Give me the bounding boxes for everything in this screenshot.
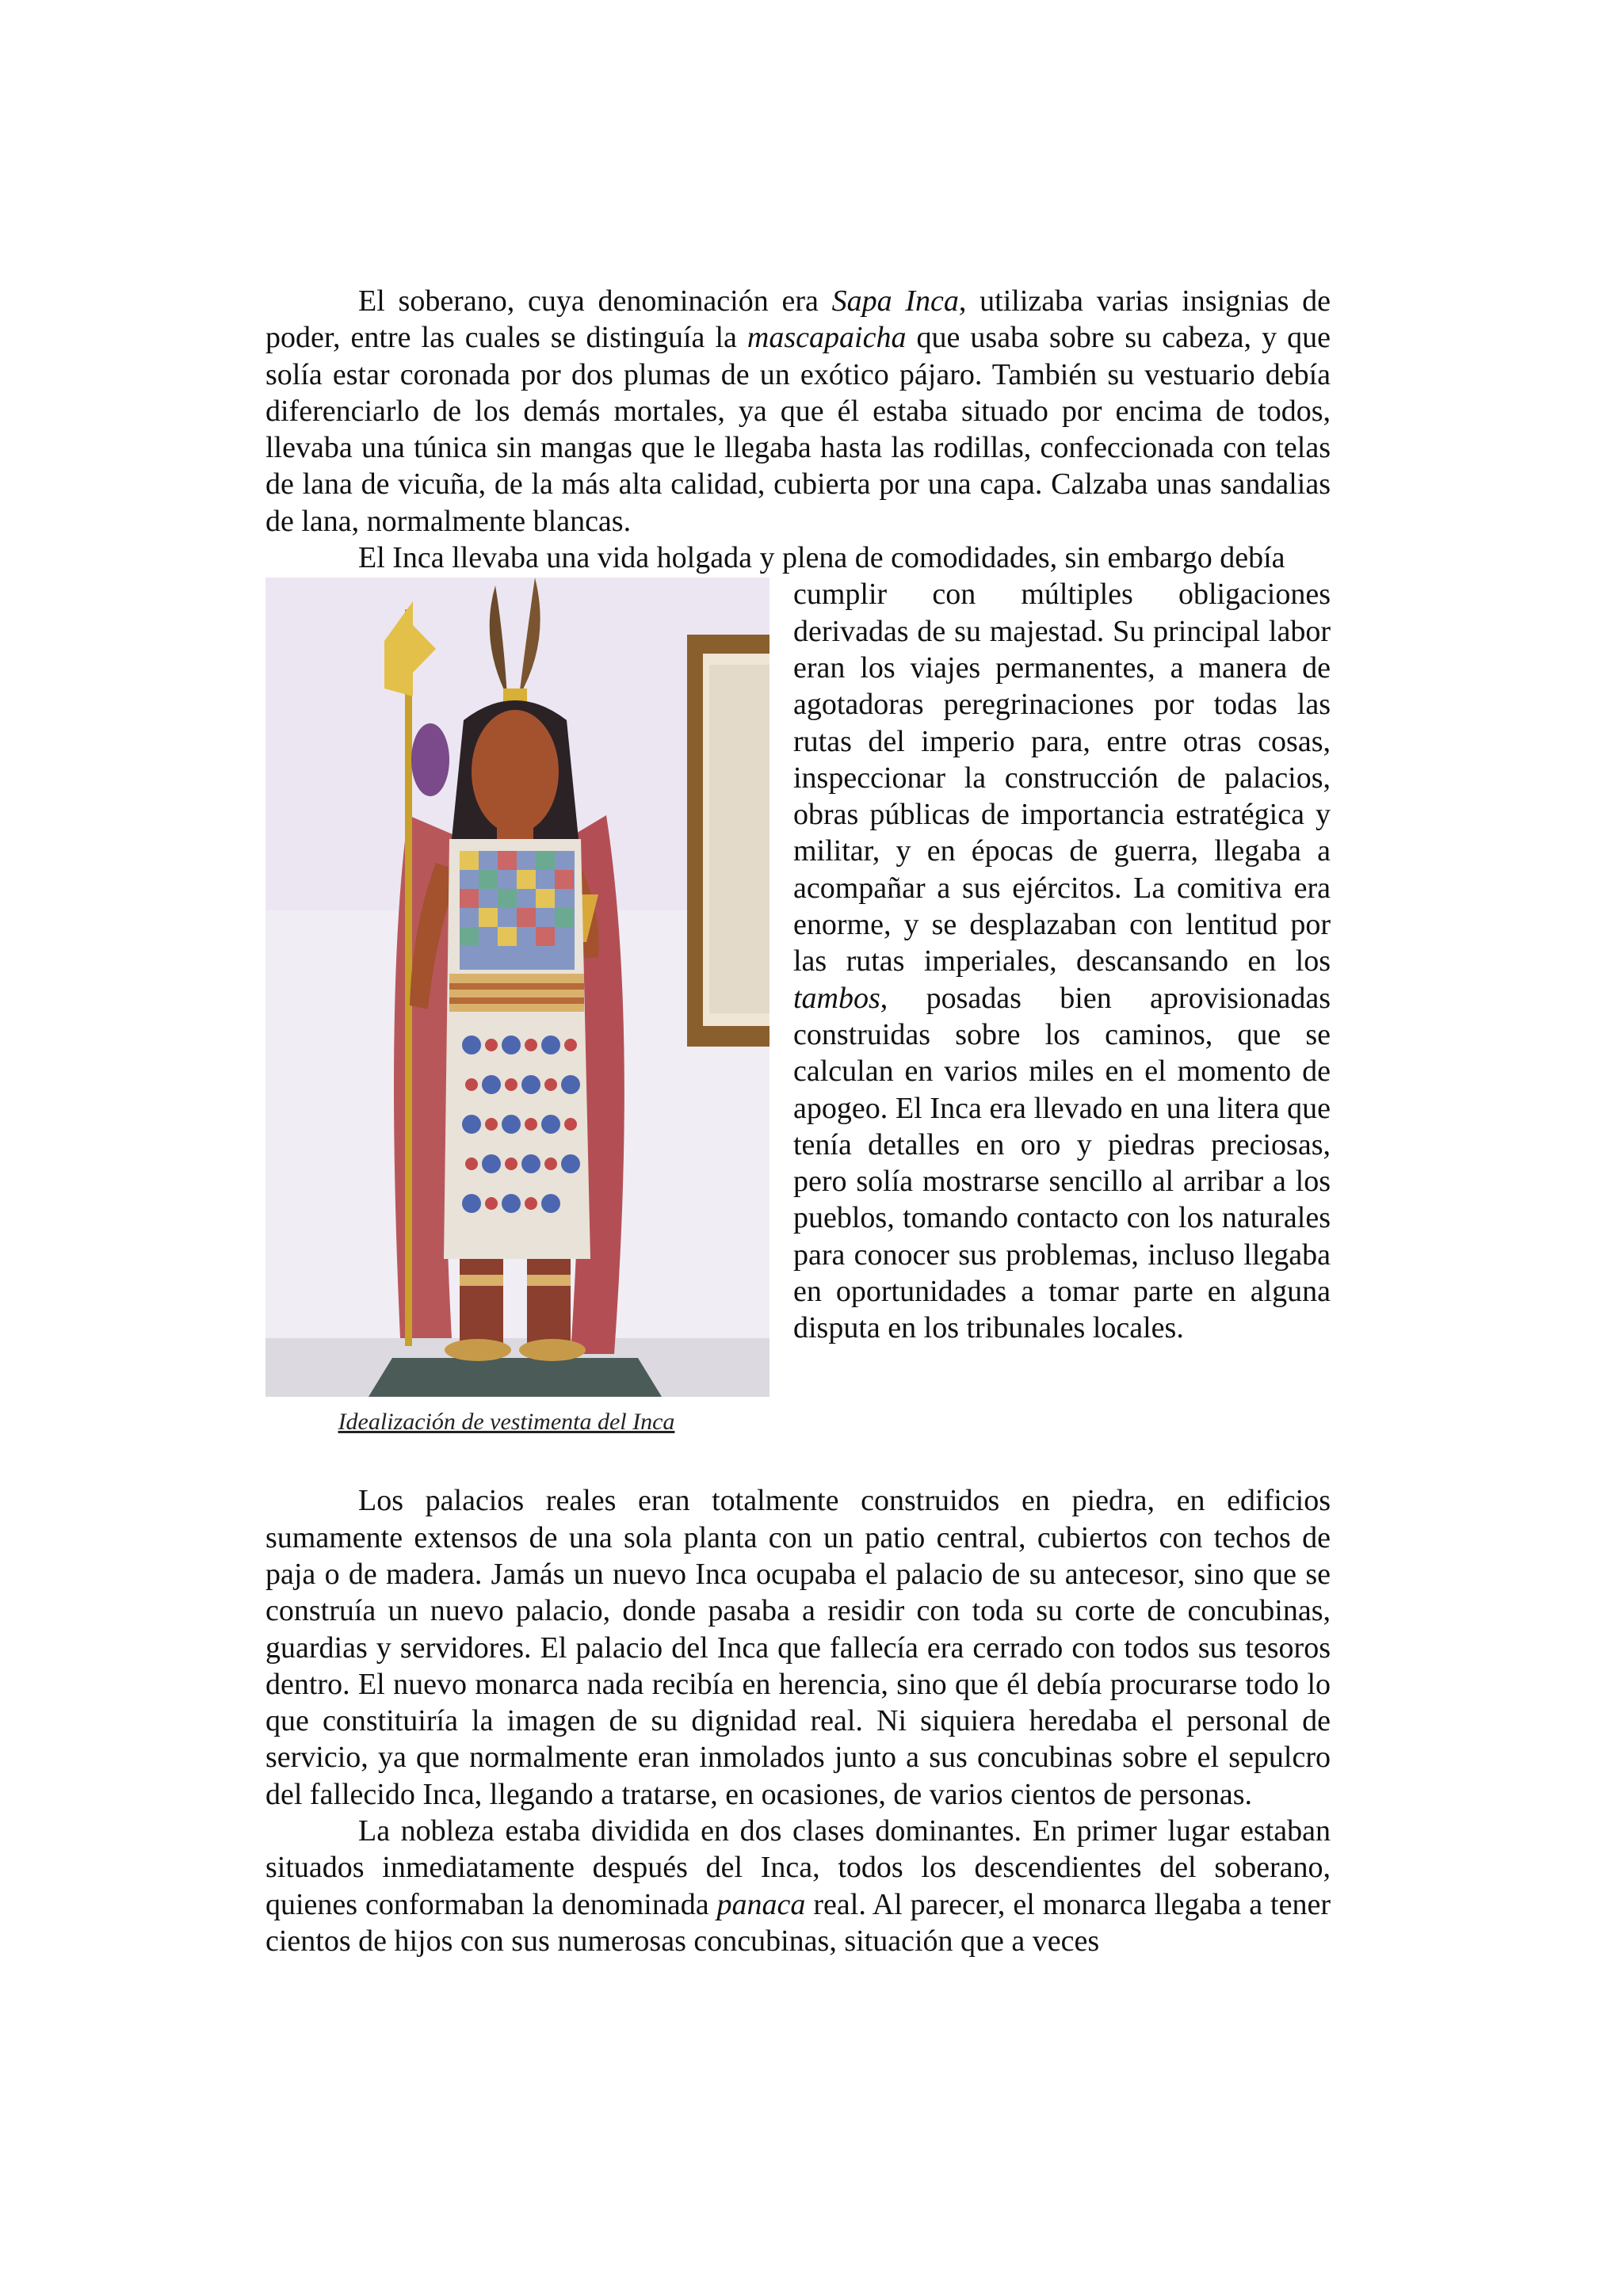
paragraph-palacios: Los palacios reales eran totalmente construidos en piedra, en edificios sumamente extensos de una sola planta con un patio central, cubiertos con techos de paja o de madera. Jamás un nuevo Inca ocupaba el palacio de su antecesor, sino que se construía un nuevo palacio, donde pasaba a residir con toda su corte de concubinas, guardias y servidores. El palacio del Inca que fallecía era cerrado con todos sus tesoros dentro. El nuevo monarca nada recibía en herencia, sino que él debía procurarse todo lo que constituiría la imagen de su dignidad real. Ni siquiera heredaba el personal de servicio, ya que normalmente eran inmolados junto a sus concubinas sobre el sepulcro del fallecido Inca, llegando a tratarse, en ocasiones, de varios cientos de personas. [265,1484,1331,1811]
section-gap [265,1436,1331,1482]
text-run: El soberano, cuya denominación era [358,284,832,318]
italic-term: mascapaicha [747,321,907,355]
text-run: real. Al parecer, el monarca llegaba a tener cientos de hijos con sus numerosas concubinas, situación que a veces [265,1887,1331,1958]
inca-statue-photo [265,578,769,1397]
figure-inca-statue [265,576,771,1436]
text-run: La nobleza estaba dividida en dos clases dominantes. En primer lugar estaban situados inmediatamente después del Inca, todos los descendientes del soberano, quienes conformaban la denominada [265,1814,1331,1921]
text-run: , posadas bien aprovisionadas construidas sobre los caminos, que se calculan en varios miles en el momento de apogeo. El Inca era llevado en una litera que tenía detalles en oro y piedras preciosas, pero solía mostrarse sencillo al arribar a los pueblos, tomando contacto con los naturales para conocer sus problemas, incluso llegaba en oportunidades a tomar parte en alguna disputa en los tribunales locales. [793,981,1331,1345]
text-run: cumplir con múltiples obligaciones derivadas de su majestad. Su principal labor eran los viajes permanentes, a manera de agotadoras peregrinaciones por todas las rutas del imperio para, entre otras cosas, inspeccionar la construcción de palacios, obras públicas de importancia estratégica y militar, y en épocas de guerra, llegaba a acompañar a sus ejércitos. La comitiva era enorme, y se desplazaban con lentitud por las rutas imperiales, descansando en los [793,578,1331,978]
document-page [265,283,1331,1959]
text-run: , utilizaba varias insignias de poder, entre las cuales se distinguía la [265,284,1331,355]
paragraph-inca-life-first-line [265,540,1331,576]
italic-term: panaca [716,1887,806,1921]
italic-term: tambos [793,981,880,1015]
text-run: que usaba sobre su cabeza, y que solía estar coronada por dos plumas de un exótico pájaro. También su vestuario debía diferenciarlo de los demás mortales, ya que él estaba situado por encima de todos, llevaba una túnica sin mangas que le llegaba hasta las rodillas, confeccionada con telas de lana de vicuña, de la más alta calidad, cubierta por una capa. Calzaba unas sandalias de lana, normalmente blancas. [265,321,1331,538]
figure-caption: Idealización de vestimenta del Inca [338,1409,675,1436]
paragraph-sapa-inca [265,283,1331,540]
paragraph-nobleza [265,1813,1331,1959]
italic-term: Sapa Inca [831,284,959,318]
text-run: El Inca llevaba una vida holgada y plena de comodidades, sin embargo debía [358,541,1285,575]
